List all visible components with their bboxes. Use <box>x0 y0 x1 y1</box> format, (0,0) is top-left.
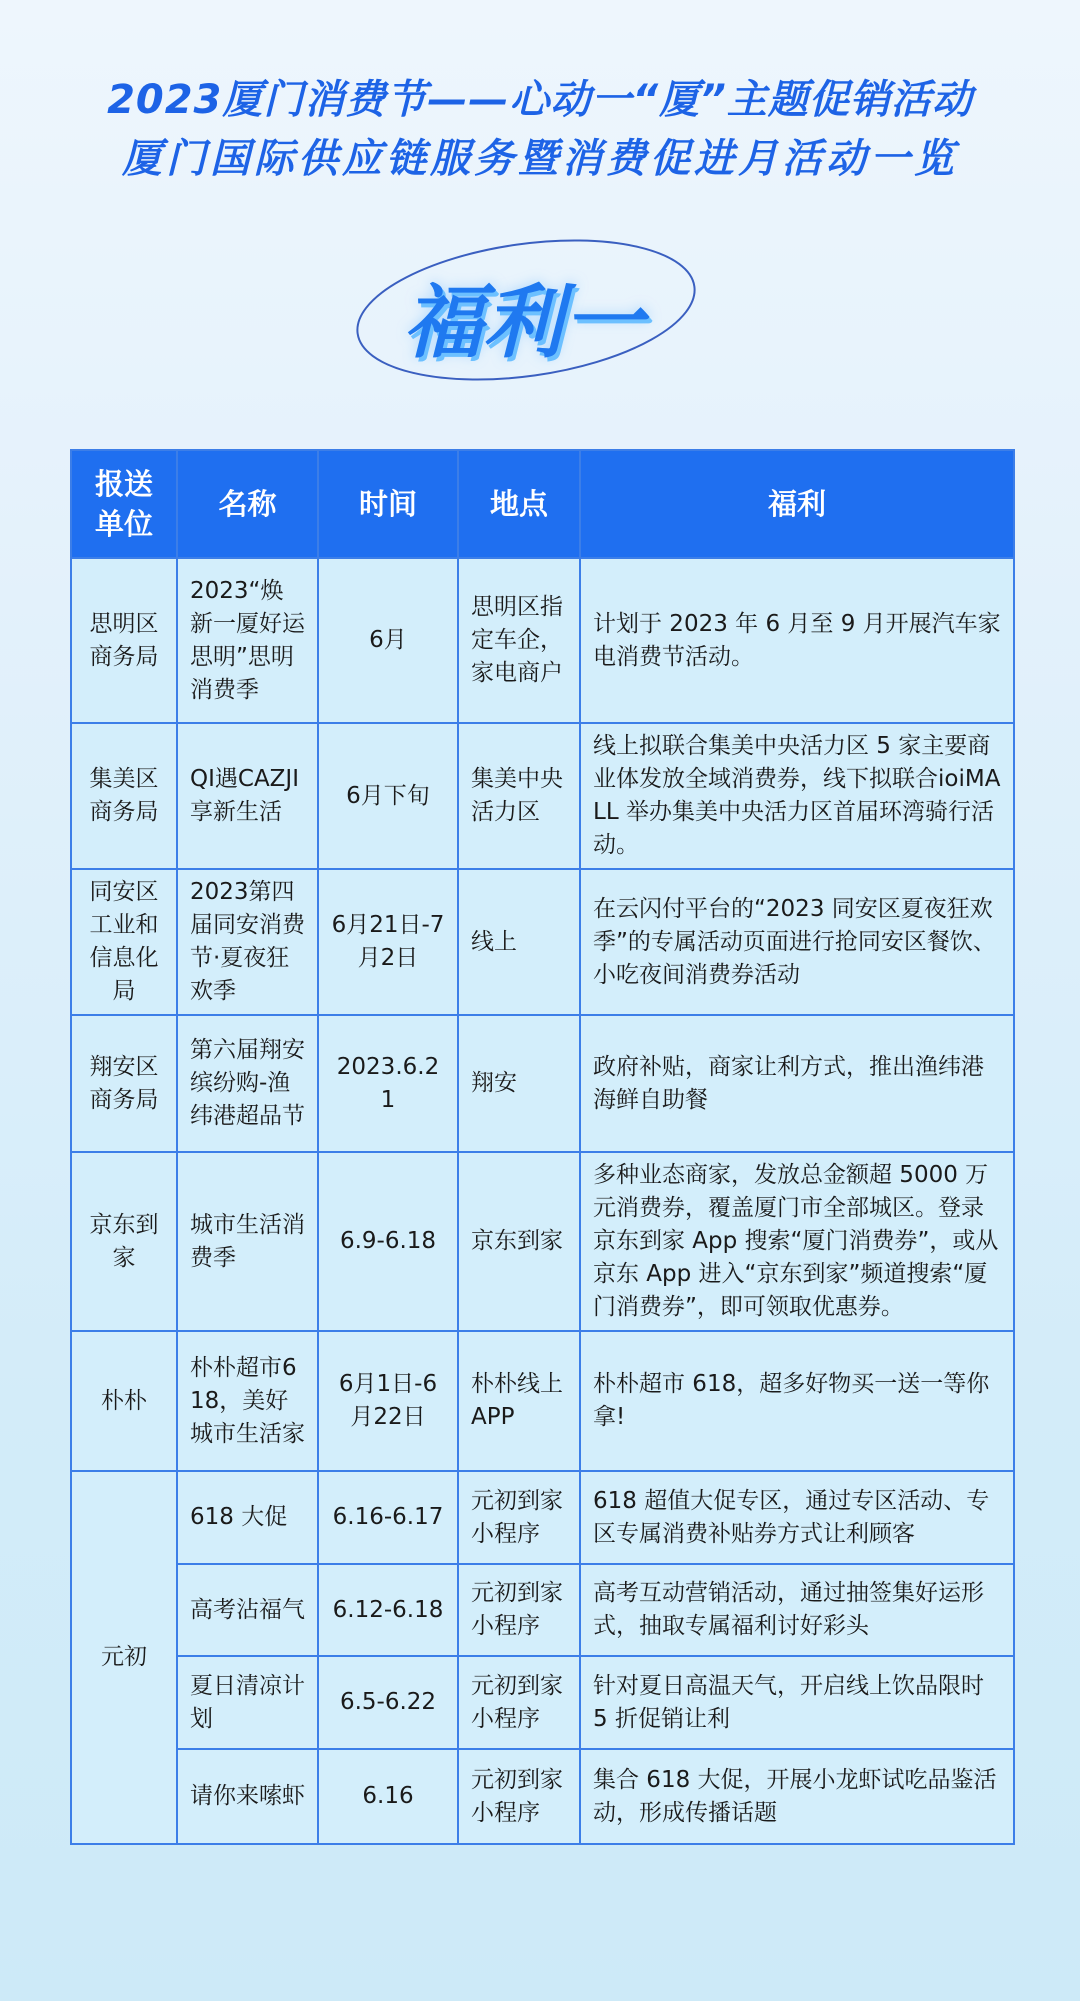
table-row <box>71 723 1014 869</box>
table-row <box>71 1015 1014 1152</box>
cell-unit: 元初 <box>71 1471 177 1844</box>
cell-time: 6.9-6.18 <box>318 1152 458 1331</box>
header-name: 名称 <box>177 450 318 558</box>
cell-place: 京东到家 <box>458 1152 580 1331</box>
cell-name: 2023第四届同安消费节·夏夜狂欢季 <box>177 869 318 1015</box>
cell-name: 2023“焕新一厦好运思明”思明消费季 <box>177 558 318 723</box>
table-row <box>71 1749 1014 1844</box>
table-header-row <box>71 450 1014 558</box>
cell-place: 翔安 <box>458 1015 580 1152</box>
cell-unit: 翔安区商务局 <box>71 1015 177 1152</box>
cell-time: 6.12-6.18 <box>318 1564 458 1656</box>
cell-name: 第六届翔安缤纷购-渔纬港超品节 <box>177 1015 318 1152</box>
cell-time: 6.16 <box>318 1749 458 1844</box>
table-row <box>71 1331 1014 1471</box>
cell-unit: 京东到家 <box>71 1152 177 1331</box>
cell-name: 城市生活消费季 <box>177 1152 318 1331</box>
cell-benefit: 618 超值大促专区，通过专区活动、专区专属消费补贴券方式让利顾客 <box>580 1471 1014 1564</box>
title-line-2: 厦门国际供应链服务暨消费促进月活动一览 <box>122 136 958 182</box>
cell-benefit: 计划于 2023 年 6 月至 9 月开展汽车家电消费节活动。 <box>580 558 1014 723</box>
table-row <box>71 869 1014 1015</box>
header-time: 时间 <box>318 450 458 558</box>
table-row <box>71 1152 1014 1331</box>
cell-benefit: 多种业态商家，发放总金额超 5000 万元消费券，覆盖厦门市全部城区。登录京东到家 App 搜索“厦门消费券”，或从京东 App 进入“京东到家”频道搜索“厦门消费券”，即可领取优惠券。 <box>580 1152 1014 1331</box>
cell-time: 2023.6.21 <box>318 1015 458 1152</box>
cell-benefit: 集合 618 大促，开展小龙虾试吃品鉴活动，形成传播话题 <box>580 1749 1014 1844</box>
cell-place: 元初到家小程序 <box>458 1749 580 1844</box>
cell-benefit: 线上拟联合集美中央活力区 5 家主要商业体发放全域消费券，线下拟联合ioiMALL 举办集美中央活力区首届环湾骑行活动。 <box>580 723 1014 869</box>
cell-benefit: 针对夏日高温天气，开启线上饮品限时 5 折促销让利 <box>580 1656 1014 1749</box>
table-row <box>71 1471 1014 1564</box>
cell-benefit: 政府补贴，商家让利方式，推出渔纬港海鲜自助餐 <box>580 1015 1014 1152</box>
cell-benefit: 高考互动营销活动，通过抽签集好运形式，抽取专属福利讨好彩头 <box>580 1564 1014 1656</box>
cell-name: 618 大促 <box>177 1471 318 1564</box>
cell-name: 高考沾福气 <box>177 1564 318 1656</box>
cell-unit: 同安区工业和信息化局 <box>71 869 177 1015</box>
section-badge <box>348 238 698 378</box>
cell-time: 6.5-6.22 <box>318 1656 458 1749</box>
cell-name: 夏日清凉计划 <box>177 1656 318 1749</box>
cell-time: 6月 <box>318 558 458 723</box>
cell-time: 6.16-6.17 <box>318 1471 458 1564</box>
table-row <box>71 1656 1014 1749</box>
cell-time: 6月1日-6月22日 <box>318 1331 458 1471</box>
cell-benefit: 朴朴超市 618，超多好物买一送一等你拿! <box>580 1331 1014 1471</box>
cell-time: 6月下旬 <box>318 723 458 869</box>
header-place: 地点 <box>458 450 580 558</box>
cell-name: QI遇CAZJI享新生活 <box>177 723 318 869</box>
cell-place: 朴朴线上APP <box>458 1331 580 1471</box>
cell-time: 6月21日-7月2日 <box>318 869 458 1015</box>
cell-benefit: 在云闪付平台的“2023 同安区夏夜狂欢季”的专属活动页面进行抢同安区餐饮、小吃夜间消费券活动 <box>580 869 1014 1015</box>
cell-place: 元初到家小程序 <box>458 1471 580 1564</box>
title-line-1: 2023厦门消费节——心动一“厦”主题促销活动 <box>107 77 973 123</box>
cell-unit: 思明区商务局 <box>71 558 177 723</box>
table-row <box>71 1564 1014 1656</box>
header-unit: 报送单位 <box>71 450 177 558</box>
cell-place: 线上 <box>458 869 580 1015</box>
cell-place: 思明区指定车企，家电商户 <box>458 558 580 723</box>
table-row <box>71 558 1014 723</box>
cell-unit: 集美区商务局 <box>71 723 177 869</box>
cell-name: 朴朴超市618，美好城市生活家 <box>177 1331 318 1471</box>
header-benefit: 福利 <box>580 450 1014 558</box>
cell-place: 元初到家小程序 <box>458 1564 580 1656</box>
cell-place: 集美中央活力区 <box>458 723 580 869</box>
badge-title: 福利一 <box>403 276 643 369</box>
cell-name: 请你来嗦虾 <box>177 1749 318 1844</box>
cell-unit: 朴朴 <box>71 1331 177 1471</box>
activity-table <box>70 449 1015 1845</box>
cell-place: 元初到家小程序 <box>458 1656 580 1749</box>
